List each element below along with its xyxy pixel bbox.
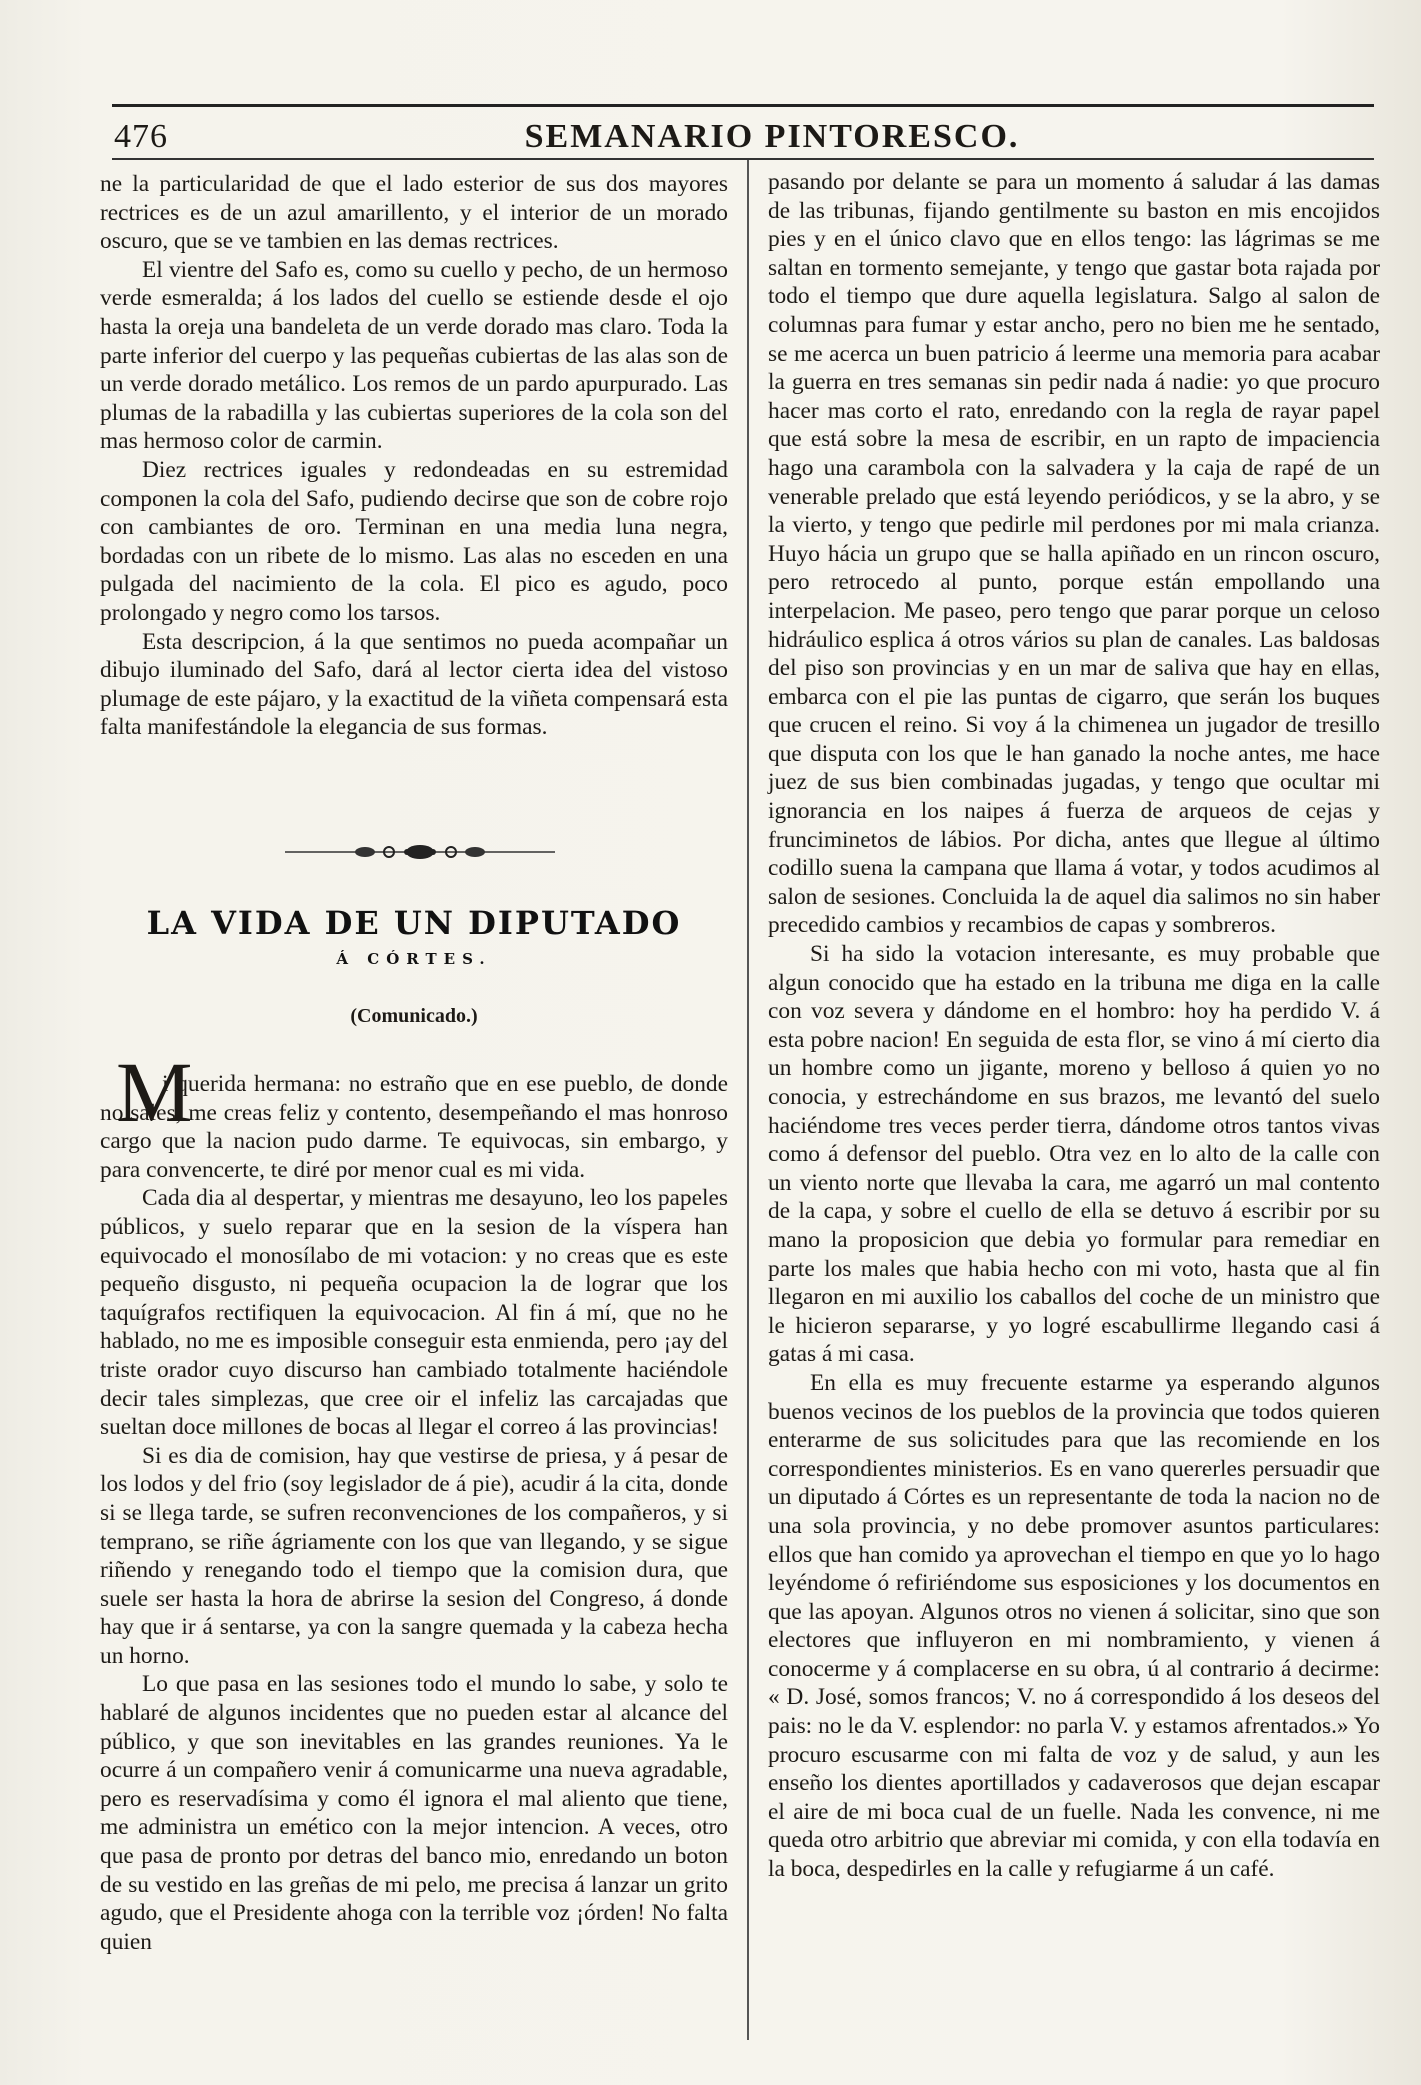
- paragraph: Lo que pasa en las sesiones todo el mundo lo sabe, y solo te hablaré de algunos incidentes que no pueden estar al alcance del público, y que son inevitables en las grandes reuniones. Ya le ocurre á un compañero venir á comunicarme una nueva agradable, pero es reservadísima y como él ignora el mal aliento que tiene, me administra un emético con la mejor intencion. A veces, otro que pasa de pronto por detras del banco mio, enredando un boton de su vestido en las greñas de mi pelo, me precisa á lanzar un grito agudo, que el Presidente ahoga con la terrible voz ¡órden! No falta quien: [100, 1671, 728, 1955]
- paragraph: i querida hermana: no estraño que en ese pueblo, de donde no sales, me creas feliz y contento, desempeñando el mas honroso cargo que la nacion pudo darme. Te equivocas, sin embargo, y para convencerte, te diré por menor cual es mi vida.: [100, 1071, 728, 1183]
- right-column: [768, 168, 1380, 1884]
- left-column-top: [100, 170, 728, 742]
- page-number: 476: [114, 118, 168, 155]
- article-title: LA VIDA DE UN DIPUTADO: [146, 904, 682, 942]
- article-subtitle: Á CÓRTES.: [336, 950, 492, 968]
- paragraph: Diez rectrices iguales y redondeadas en su estremidad componen la cola del Safo, pudiendo decirse que son de cobre rojo con cambiantes de oro. Terminan en una media luna negra, bordadas con un ribete de lo mismo. Las alas no esceden en una pulgada del nacimiento de la cola. El pico es agudo, poco prolongado y negro como los tarsos.: [100, 456, 728, 626]
- article-byline: (Comunicado.): [350, 1005, 478, 1027]
- paragraph: El vientre del Safo es, como su cuello y pecho, de un hermoso verde esmeralda; á los lados del cuello se estiende desde el ojo hasta la oreja una bandeleta de un verde dorado mas claro. Toda la parte inferior del cuerpo y las pequeñas cubiertas de las alas son de un verde dorado metálico. Los remos de un pardo apurpurado. Las plumas de la rabadilla y las cubiertas superiores de la cola son del mas hermoso color de carmin.: [100, 256, 728, 455]
- drop-cap: M: [116, 1044, 193, 1140]
- header-top-rule: [112, 104, 1374, 107]
- paragraph: Cada dia al despertar, y mientras me desayuno, leo los papeles públicos, y suelo reparar que en la sesion de la víspera han equivocado el monosílabo de mi votacion: y no creas que es este pequeño disgusto, ni pequeña ocupacion la de lograr que los taquígrafos rectifiquen la equivocacion. Al fin á mí, que no he hablado, no me es imposible conseguir esta enmienda, pero ¡ay del triste orador cuyo discurso han cambiado totalmente haciéndole decir tales simplezas, que cree oir el infeliz las carcajadas que sueltan doce millones de bocas al llegar el correo á las provincias!: [100, 1185, 728, 1441]
- journal-title: SEMANARIO PINTORESCO.: [524, 118, 1020, 155]
- left-column-article: [100, 1070, 728, 1956]
- paragraph: Si es dia de comision, hay que vestirse de priesa, y á pesar de los lodos y del frio (soy legislador de á pie), acudir á la cita, donde si se llega tarde, se sufren reconvenciones de los compañeros, y si temprano, se riñe ágriamente con los que van llegando, y se sigue riñendo y renegando todo el tiempo que la comision dura, que suele ser hasta la hora de abrirse la sesion del Congreso, á donde hay que ir á sentarse, ya con la sangre quemada y la cabeza hecha un horno.: [100, 1442, 728, 1669]
- divider-ornament: [285, 842, 555, 862]
- header-bottom-rule: [112, 158, 1374, 160]
- paragraph: Esta descripcion, á la que sentimos no pueda acompañar un dibujo iluminado del Safo, dará al lector cierta idea del vistoso plumage de este pájaro, y la exactitud de la viñeta compensará esta falta manifestándole la elegancia de sus formas.: [100, 628, 728, 741]
- paragraph: Si ha sido la votacion interesante, es muy probable que algun conocido que ha estado en la tribuna me diga en la calle con voz severa y dándome en el hombro: hoy ha perdido V. á esta pobre nacion! En seguida de esta flor, se vino á mí cierto dia un hombre como un jigante, moreno y belloso á quien yo no conocia, y estrechándome en sus brazos, me levantó del suelo haciéndome tres veces perder tierra, dándome otros tantos vivas como á defensor del pueblo. Otra vez en lo alto de la calle con un viento norte que llevaba la cara, me agarró un mal contento de la capa, y sobre el cuello de ella se detuvo á escribir por su mano la proposicion que debia yo formular para remediar en parte los males que habia hecho con mi voto, hasta que al fin llegaron en mi auxilio los caballos del coche de un ministro que le hicieron separarse, y yo logré escabullirme llegando casi á gatas á mi casa.: [768, 941, 1380, 1368]
- page-header: [112, 112, 1374, 156]
- paragraph: ne la particularidad de que el lado esterior de sus dos mayores rectrices es de un azul amarillento, y el interior de un morado oscuro, que se ve tambien en las demas rectrices.: [100, 171, 728, 255]
- paragraph: En ella es muy frecuente estarme ya esperando algunos buenos vecinos de los pueblos de la provincia que todos quieren enterarme de sus solicitudes para que las recomiende en los correspondientes ministerios. Es en vano quererles persuadir que un diputado á Córtes es un representante de toda la nacion no de una sola provincia, y no debe promover asuntos particulares: ellos que han comido ya aprovechan el tiempo en que yo lo hago leyéndome ó refiriéndome sus esposiciones y los documentos en que las apoyan. Algunos otros no vienen á solicitar, sino que son electores que influyeron en mi nombramiento, y vienen á conocerme y á complacerse en su obra, ú al contrario á decirme: « D. José, somos francos; V. no á correspondido á los deseos del pais: no le da V. esplendor: no parla V. y estamos afrentados.» Yo procuro escusarme con mi falta de voz y de salud, y aun les enseño los dientes aportillados y cadaverosos que dejan escapar el aire de mi boca cual de un fuelle. Nada les convence, ni me queda otro arbitrio que abreviar mi comida, y con ella todavía en la boca, despedirles en la calle y refugiarme á un café.: [768, 1369, 1380, 1883]
- paragraph: pasando por delante se para un momento á saludar á las damas de las tribunas, fijando gentilmente su baston en mis encojidos pies y en el único clavo que en ellos tengo: las lágrimas se me saltan en tormento semejante, y tengo que gastar bota rajada por todo el tiempo que dure aquella legislatura. Salgo al salon de columnas para fumar y estar ancho, pero no bien me he sentado, se me acerca un buen patricio á leerme una memoria para acabar la guerra en tres semanas sin pedir nada á nadie: yo que procuro hacer mas corto el rato, enredando con la regla de rayar papel que está sobre la mesa de escribir, en un rapto de impaciencia hago una carambola con la salvadera y la caja de rapé de un venerable prelado que está leyendo periódicos, y se la abro, y se la vierto, y tengo que pedirle mil perdones por mi mala crianza. Huyo hácia un grupo que se halla apiñado en un rincon oscuro, pero retrocedo al punto, porque están empollando una interpelacion. Me paseo, pero tengo que parar porque un celoso hidráulico esplica á otros vários su plan de canales. Las baldosas del piso son provincias y en un mar de saliva que hay en ellas, embarca con el pie las puntas de cigarro, que serán los buques que crucen el reino. Si voy á la chimenea un jugador de tresillo que disputa con los que le han ganado la noche antes, me hace juez de sus bien combinadas jugadas, y tengo que ocultar mi ignorancia en los naipes á fuerza de arqueos de cejas y frunciminetos de lábios. Por dicha, antes que llegue al último codillo suena la campana que llama á votar, y todos acudimos al salon de sesiones. Concluida la de aquel dia salimos no sin haber precedido cambios y recambios de capas y sombreros.: [768, 169, 1380, 939]
- column-divider: [747, 160, 749, 2040]
